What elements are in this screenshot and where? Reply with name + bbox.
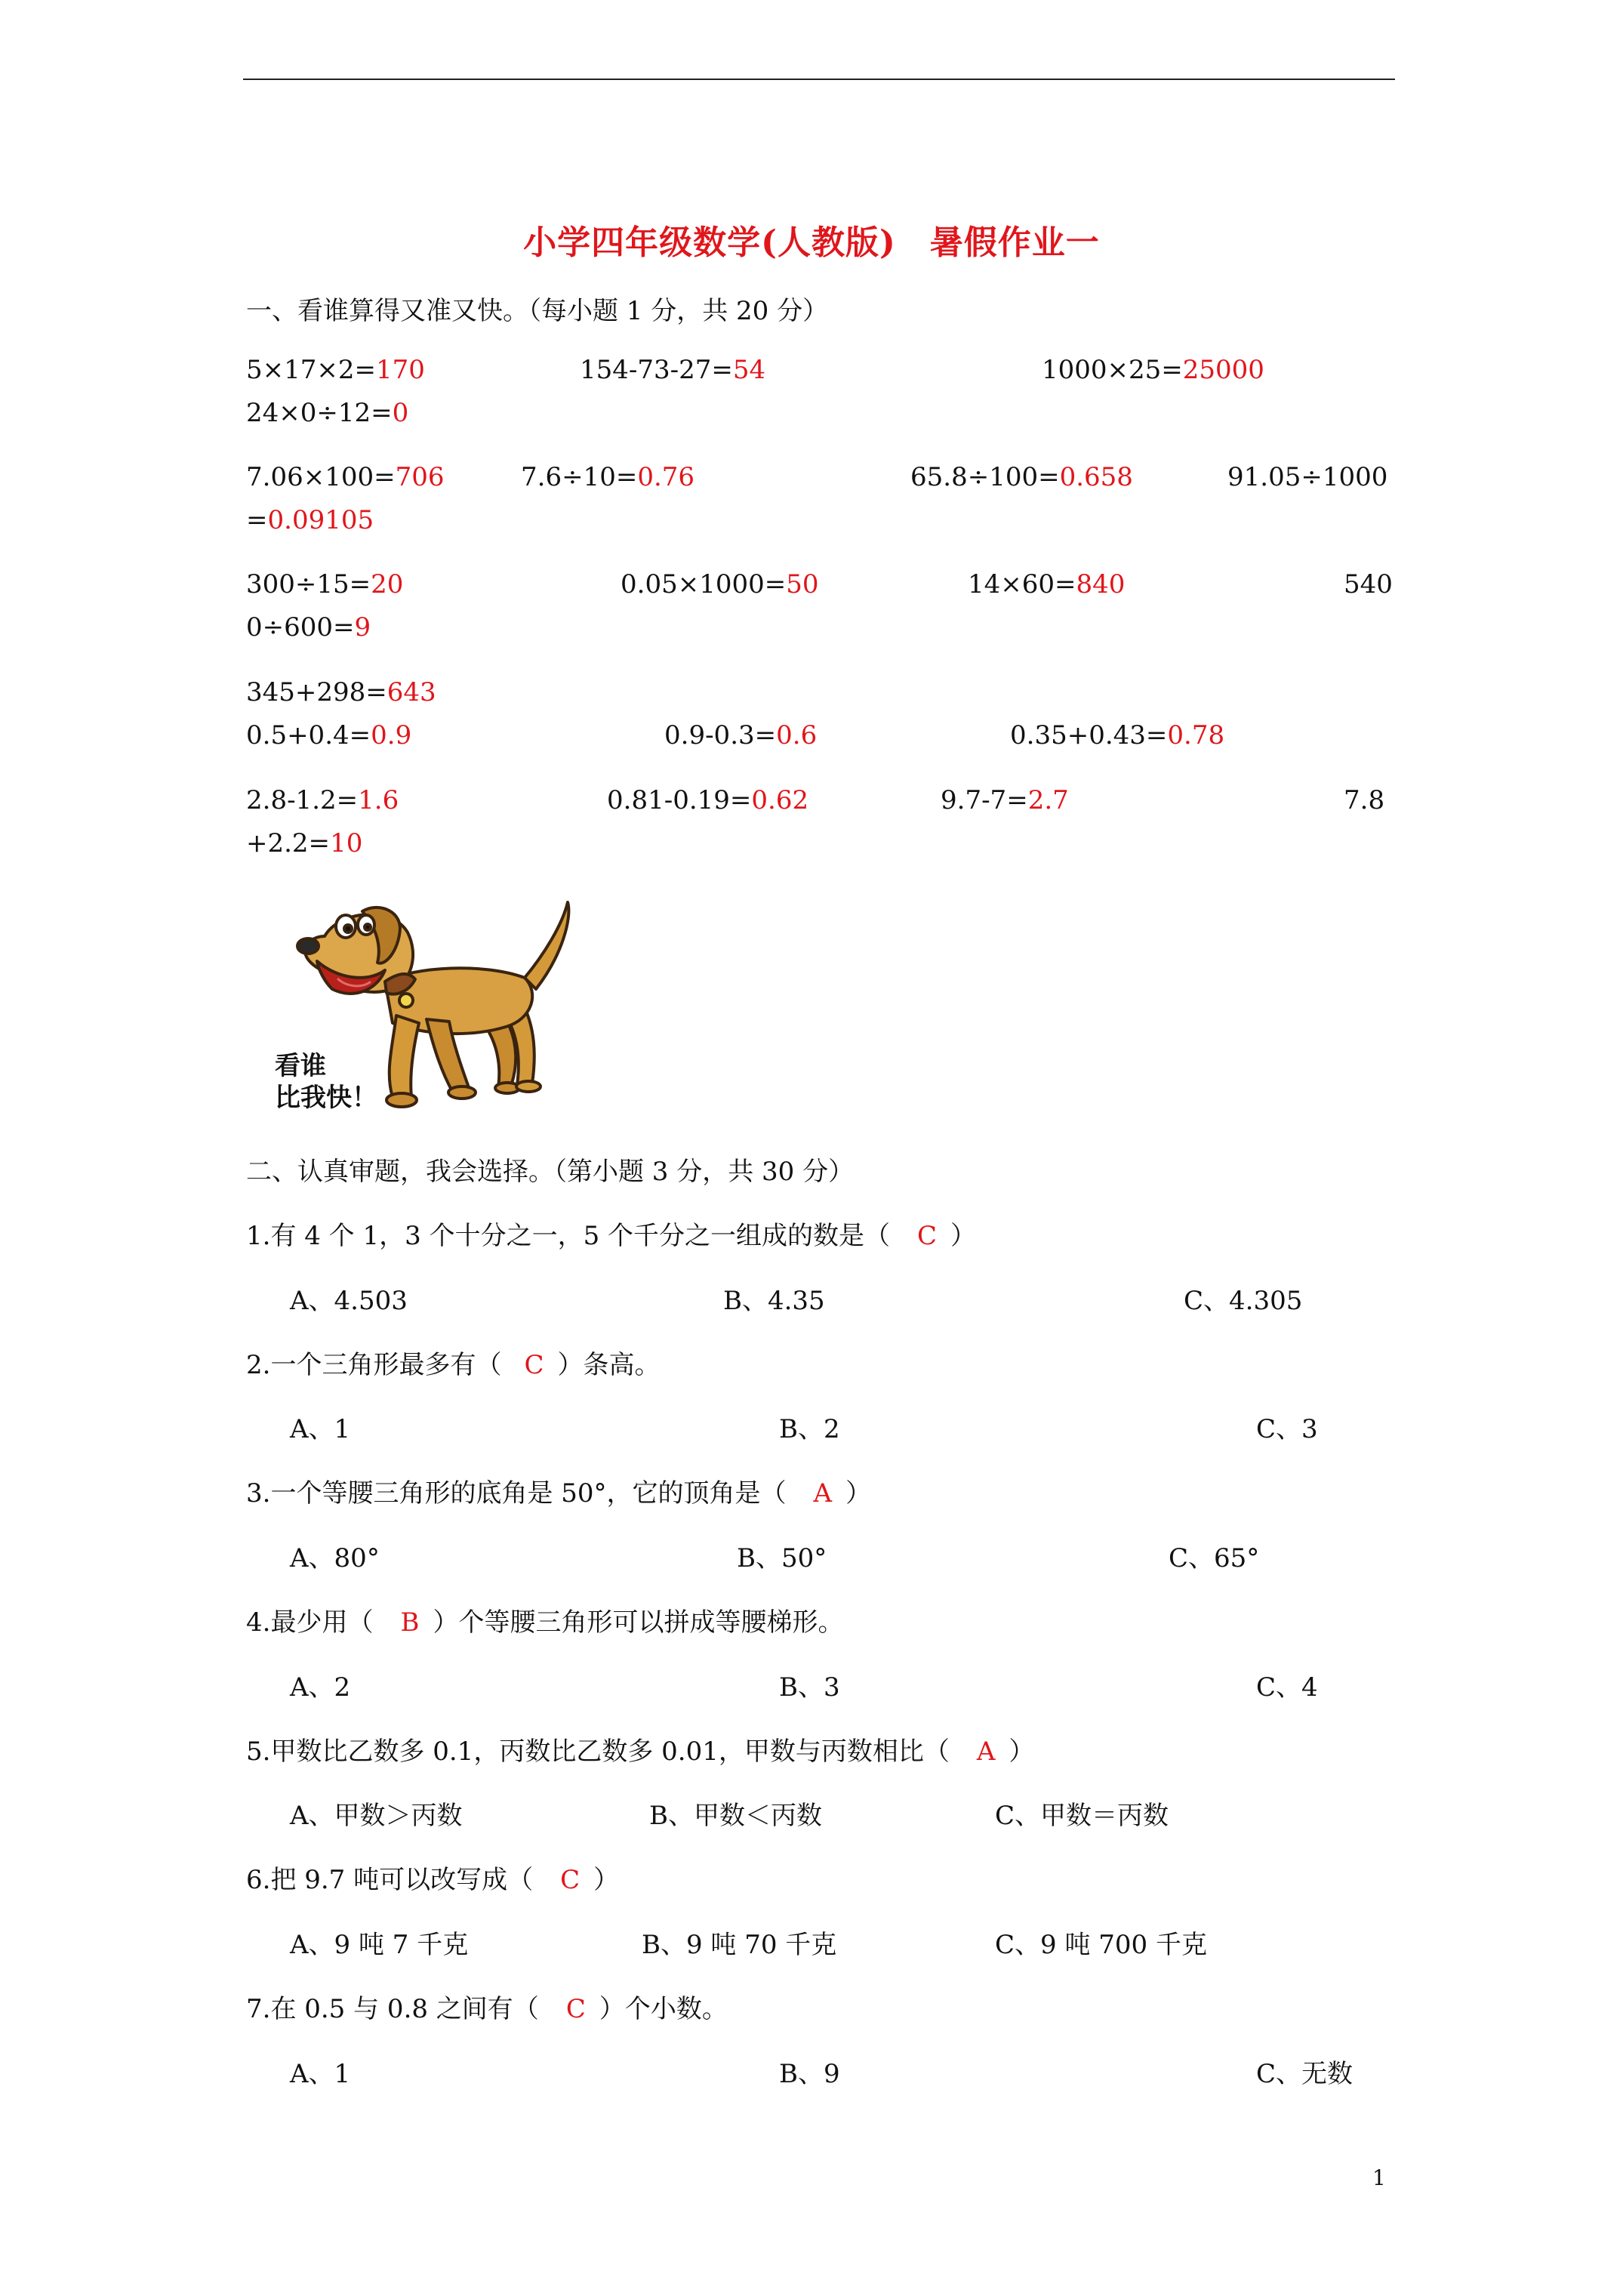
option-b: B、9 (779, 2059, 840, 2089)
calc-item: 0.81-0.19=0.62 (607, 785, 809, 815)
page-number: 1 (1372, 2165, 1386, 2190)
option-b: B、50° (737, 1543, 827, 1573)
dog-illustration (272, 895, 581, 1114)
calc-item: 1000×25=25000 (1042, 355, 1264, 385)
question-4: 4.最少用（ B ）个等腰三角形可以拼成等腰梯形。 (246, 1607, 844, 1638)
calc-item: 0÷600=9 (246, 612, 371, 643)
answer-6: C (560, 1865, 581, 1895)
answer-5: A (976, 1737, 996, 1767)
calc-item: 2.8-1.2=1.6 (246, 785, 399, 815)
calc-item: 14×60=840 (968, 569, 1126, 599)
answer-2: C (524, 1350, 544, 1380)
option-c: C、4 (1256, 1672, 1318, 1703)
calc-item: 540 (1344, 569, 1393, 599)
option-c: C、无数 (1256, 2059, 1354, 2089)
question-7: 7.在 0.5 与 0.8 之间有（ C ）个小数。 (246, 1994, 728, 2024)
option-a: A、4.503 (290, 1286, 408, 1316)
calc-item: 65.8÷100=0.658 (910, 462, 1133, 492)
option-c: C、65° (1169, 1543, 1260, 1573)
option-a: A、1 (290, 1414, 351, 1444)
page-title: 小学四年级数学(人教版) 暑假作业一 (523, 223, 1100, 262)
calc-item: 0.9-0.3=0.6 (664, 720, 818, 750)
calc-item: 0.05×1000=50 (621, 569, 819, 599)
answer-1: C (917, 1221, 938, 1251)
option-a: A、甲数＞丙数 (290, 1801, 463, 1831)
calc-item: 5×17×2=170 (246, 355, 425, 385)
option-b: B、4.35 (723, 1286, 825, 1316)
calc-item: 7.6÷10=0.76 (521, 462, 695, 492)
calc-item: 0.5+0.4=0.9 (246, 720, 412, 750)
section1-heading: 一、看谁算得又准又快。（每小题 1 分，共 20 分） (246, 296, 829, 326)
calc-item: 154-73-27=54 (580, 355, 766, 385)
question-6: 6.把 9.7 吨可以改写成（ C ） (246, 1865, 620, 1895)
calc-item: 345+298=643 (246, 677, 436, 707)
answer-3: A (813, 1478, 833, 1509)
question-2: 2.一个三角形最多有（ C ）条高。 (246, 1350, 661, 1380)
option-b: B、9 吨 70 千克 (642, 1930, 837, 1960)
question-5: 5.甲数比乙数多 0.1，丙数比乙数多 0.01，甲数与丙数相比（ A ） (246, 1737, 1035, 1767)
option-c: C、4.305 (1184, 1286, 1303, 1316)
dog-caption-line2: 比我快！ (275, 1083, 377, 1113)
section2-heading: 二、认真审题，我会选择。（第小题 3 分，共 30 分） (246, 1157, 855, 1187)
option-c: C、3 (1256, 1414, 1318, 1444)
calc-item: 300÷15=20 (246, 569, 404, 599)
option-b: B、3 (779, 1672, 840, 1703)
option-c: C、甲数＝丙数 (995, 1801, 1169, 1831)
dog-caption-line1: 看谁 (275, 1051, 326, 1081)
option-b: B、甲数＜丙数 (649, 1801, 822, 1831)
calc-item: 0.35+0.43=0.78 (1010, 720, 1225, 750)
option-a: A、1 (290, 2059, 351, 2089)
option-a: A、9 吨 7 千克 (290, 1930, 469, 1960)
calc-item: =0.09105 (246, 505, 374, 535)
calc-item: 9.7-7=2.7 (941, 785, 1069, 815)
option-a: A、80° (290, 1543, 380, 1573)
option-a: A、2 (290, 1672, 351, 1703)
calc-item: +2.2=10 (246, 828, 363, 858)
calc-item: 7.8 (1344, 785, 1385, 815)
calc-item: 7.06×100=706 (246, 462, 445, 492)
option-c: C、9 吨 700 千克 (995, 1930, 1207, 1960)
header-rule (243, 79, 1395, 80)
answer-7: C (565, 1994, 586, 2024)
question-3: 3.一个等腰三角形的底角是 50°，它的顶角是（ A ） (246, 1478, 872, 1509)
option-b: B、2 (779, 1414, 840, 1444)
answer-4: B (400, 1607, 420, 1638)
calc-item: 91.05÷1000 (1227, 462, 1388, 492)
calc-item: 24×0÷12=0 (246, 398, 409, 428)
question-1: 1.有 4 个 1，3 个十分之一，5 个千分之一组成的数是（ C ） (246, 1221, 977, 1251)
